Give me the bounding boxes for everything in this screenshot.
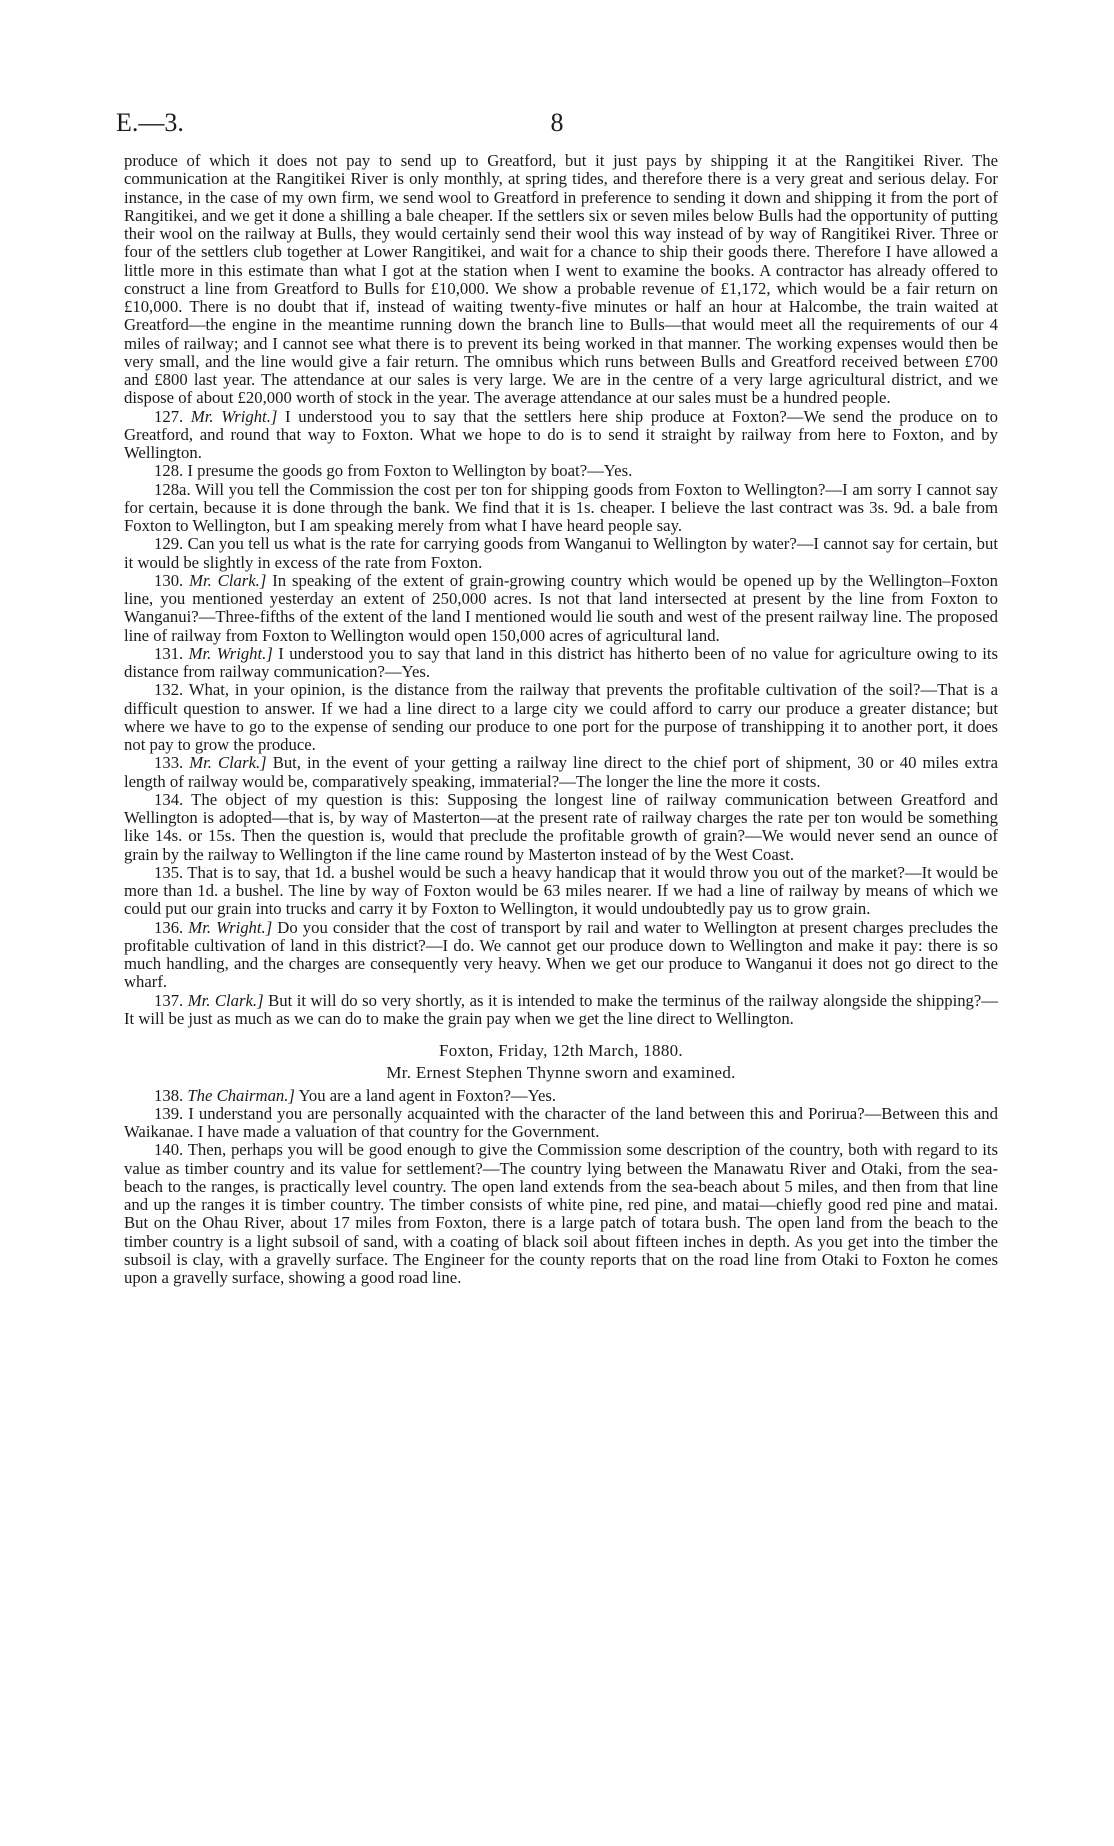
speaker: Mr. Clark.] — [189, 570, 267, 590]
question-135: 135. That is to say, that 1d. a bushel would be such a heavy handicap that it would throw you out of the market?—It would be more than 1d. a bushel. The line by way of Foxton would be 63 miles nearer. If we had a line of railway by means of which we could put our grain into trucks and carry it by Foxton to Wellington, it would undoubtedly pay us to grow grain. — [124, 862, 998, 919]
question-133: 133. Mr. Clark.] But, in the event of your getting a railway line direct to the chief port of shipment, 30 or 40 miles extra length of railway would be, comparatively speaking, immaterial?—The longer the line the more it costs. — [124, 753, 998, 791]
question-140: 140. Then, perhaps you will be good enough to give the Commission some description of the country, both with regard to its value as timber country and its value for settlement?—The country lying between the Manawatu River and Otaki, from the sea-beach to the ranges, is practically level country. The open land extends from the sea-beach about 5 miles, and then from that line and up the ranges it is timber country. The timber consists of white pine, red pine, and matai—chiefly good red pine and matai. But on the Ohau River, about 17 miles from Foxton, there is a large patch of totara bush. The open land from the beach to the timber country is a light subsoil of sand, with a coating of black soil about fifteen inches in depth. As you get into the timber the subsoil is clay, with a gravelly surface. The Engineer for the county reports that on the road line from Otaki to Foxton he comes upon a gravelly surface, showing a good road line. — [124, 1140, 999, 1287]
document-body — [124, 152, 998, 1287]
question-129: 129. Can you tell us what is the rate for carrying goods from Wanganui to Wellington by water?—I cannot say for certain, but it would be slightly in excess of the rate from Foxton. — [124, 534, 998, 572]
question-127: 127. Mr. Wright.] I understood you to say that the settlers here ship produce at Foxton?—We send the produce on to Greatford, and round that way to Foxton. What we hope to do is to send it straight by railway from here to Foxton, and by Wellington. — [124, 406, 999, 462]
question-130: 130. Mr. Clark.] In speaking of the extent of grain-growing country which would be opened up by the Wellington–Foxton line, you mentioned yesterday an extent of 250,000 acres. Is not that land intersected at present by the line from Foxton to Wanganui?—Three-fifths of the extent of the land I mentioned would lie south and west of the present railway line. The proposed line of railway from Foxton to Wellington would open 150,000 acres of agricultural land. — [124, 570, 999, 645]
speaker: Mr. Wright.] — [188, 917, 273, 937]
speaker: Mr. Wright.] — [190, 406, 278, 426]
question-137: 137. Mr. Clark.] But it will do so very shortly, as it is intended to make the terminus of the railway alongside the shipping?—It will be just as much as we can do to make the grain pay when we get the line direct to Wellington. — [124, 990, 998, 1028]
document-reference: E.—3. — [116, 108, 184, 137]
question-139: 139. I understand you are personally acquainted with the character of the land between this and Porirua?—Between this and Waikanae. I have made a valuation of that country for the Government. — [124, 1103, 998, 1141]
question-128: 128. I presume the goods go from Foxton to Wellington by boat?—Yes. — [154, 461, 633, 481]
question-128a: 128a. Will you tell the Commission the cost per ton for shipping goods from Foxton to Wellington?—I am sorry I cannot say for certain, because it is done through the bank. We find that it is 1s. cheaper. I believe the last contract was 3s. 9d. a bale from Foxton to Wellington, but I am speaking merely from what I have heard people say. — [124, 479, 998, 535]
page-header — [116, 108, 998, 142]
speaker: Mr. Wright.] — [188, 643, 273, 663]
page-number: 8 — [550, 108, 564, 137]
question-132: 132. What, in your opinion, is the distance from the railway that prevents the profitable cultivation of the soil?—That is a difficult question to answer. If we had a line direct to a large city we could afford to carry our produce a greater distance; but where we have to go to the expense of sending our produce to one port for the purpose of transhipping it to another port, it does not pay to grow the produce. — [124, 680, 998, 754]
question-131: 131. Mr. Wright.] I understood you to say that land in this district has hitherto been of no value for agriculture owing to its distance from railway communication?—Yes. — [124, 643, 998, 681]
witness-heading: Mr. Ernest Stephen Thynne sworn and examined. — [386, 1063, 736, 1083]
paragraph-continuation: produce of which it does not pay to send up to Greatford, but it just pays by shipping it at the Rangitikei River. The communication at the Rangitikei River is only monthly, at spring tides, and therefore there is a very great and serious delay. For instance, in the case of my own firm, we send wool to Greatford in preference to sending it down and shipping it from the port of Rangitikei, and we get it done a shilling a bale cheaper. If the settlers six or seven miles below Bulls had the opportunity of putting their wool on the railway at Bulls, they would certainly send their wool this way instead of by way of Rangitikei River. Three or four of the settlers club together at Lower Rangitikei, and wait for a chance to ship their goods there. Therefore I have allowed a little more in this estimate than what I got at the station when I went to examine the books. A contractor has already offered to construct a line from Greatford to Bulls for £10,000. We show a probable revenue of £1,172, which would be a fair return on £10,000. There is no doubt that if, instead of waiting twenty-five minutes or half an hour at Halcombe, the train waited at Greatford—the engine in the meantime running down the branch line to Bulls—that would meet all the requirements of our 4 miles of railway; and I cannot see what there is to prevent its being worked in that manner. The working expenses would then be very small, and the line would give a fair return. The omnibus which runs between Bulls and Greatford received between £700 and £800 last year. The attendance at our sales is very large. We are in the centre of a very large agricultural district, and we dispose of about £20,000 worth of stock in the year. The average attendance at our sales must be a hundred people. — [124, 151, 998, 408]
question-136: 136. Mr. Wright.] Do you consider that the cost of transport by rail and water to Wellington at present charges precludes the profitable cultivation of land in this district?—I do. We cannot get our produce down to Wellington and make it pay: there is so much handling, and the charges are consequently very heavy. When we get our produce to Wanganui it does not go direct to the wharf. — [124, 917, 999, 992]
speaker: The Chairman.] — [187, 1085, 295, 1105]
speaker: Mr. Clark.] — [189, 753, 267, 773]
speaker: Mr. Clark.] — [187, 990, 264, 1010]
section-heading: Foxton, Friday, 12th March, 1880. — [439, 1041, 683, 1060]
question-138: 138. The Chairman.] You are a land agent in Foxton?—Yes. — [154, 1085, 557, 1105]
question-134: 134. The object of my question is this: Supposing the longest line of railway communication between Greatford and Wellington is adopted—that is, by way of Masterton—at the present rate of railway charges the rate per ton would be something like 14s. or 15s. Then the question is, would that preclude the profitable growth of grain?—We would never send an ounce of grain by the railway to Wellington if the line came round by Masterton instead of by the West Coast. — [124, 789, 998, 864]
